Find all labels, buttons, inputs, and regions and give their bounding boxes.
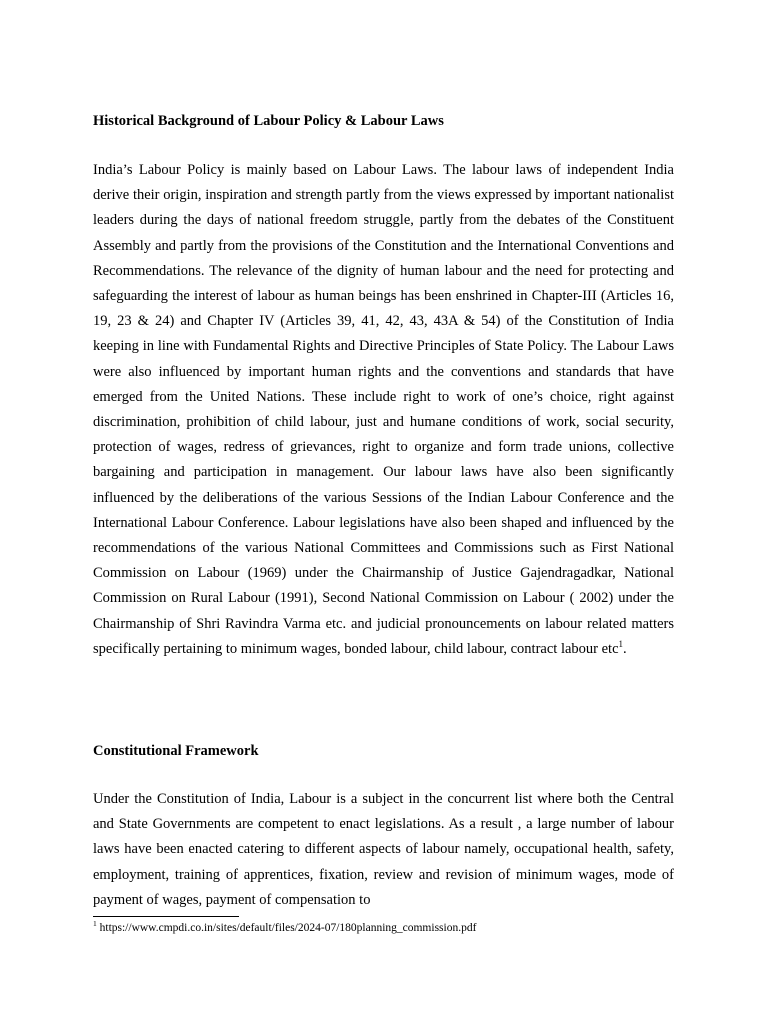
footnote	[93, 920, 476, 936]
paragraph-end: .	[623, 640, 627, 657]
paragraph-historical-background	[93, 158, 674, 662]
paragraph-text: India’s Labour Policy is mainly based on Labour Laws. The labour laws of independent India derive their origin, inspiration and strength partly from the views expressed by important nationalist leaders during the days of national freedom struggle, partly from the debates of the Constituent Assembly and partly from the provisions of the Constitution and the International Conventions and Recommendations. The relevance of the dignity of human labour and the need for protecting and safeguarding the interest of labour as human beings has been enshrined in Chapter-III (Articles 16, 19, 23 & 24) and Chapter IV (Articles 39, 41, 42, 43, 43A & 54) of the Constitution of India keeping in line with Fundamental Rights and Directive Principles of State Policy. The Labour Laws were also influenced by important human rights and the conventions and standards that have emerged from the United Nations. These include right to work of one’s choice, right against discrimination, prohibition of child labour, just and humane conditions of work, social security, protection of wages, redress of grievances, right to organize and form trade unions, collective bargaining and participation in management. Our labour laws have also been significantly influenced by the deliberations of the various Sessions of the Indian Labour Conference and the International Labour Conference. Labour legislations have also been shaped and influenced by the recommendations of the various National Committees and Commissions such as First National Commission on Labour (1969) under the Chairmanship of Justice Gajendragadkar, National Commission on Rural Labour (1991), Second National Commission on Labour ( 2002) under the Chairmanship of Shri Ravindra Varma etc. and judicial pronouncements on labour related matters specifically pertaining to minimum wages, bonded labour, child labour, contract labour etc	[93, 162, 674, 657]
footnote-reference: 1	[618, 639, 624, 650]
section-heading-constitutional-framework: Constitutional Framework	[93, 743, 259, 759]
paragraph-constitutional-framework: Under the Constitution of India, Labour is a subject in the concurrent list where both the Central and State Governments are competent to enact legislations. As a result , a large number of labour laws have been enacted catering to different aspects of labour namely, occupational health, safety, employment, training of apprentices, fixation, review and revision of minimum wages, mode of payment of wages, payment of compensation to	[93, 791, 674, 908]
footnote-marker: 1	[93, 919, 97, 929]
section-heading-historical-background: Historical Background of Labour Policy & Labour Laws	[93, 113, 444, 129]
footnote-separator	[93, 916, 239, 917]
footnote-link[interactable]: https://www.cmpdi.co.in/sites/default/files/2024-07/180planning_commission.pdf	[96, 922, 477, 934]
